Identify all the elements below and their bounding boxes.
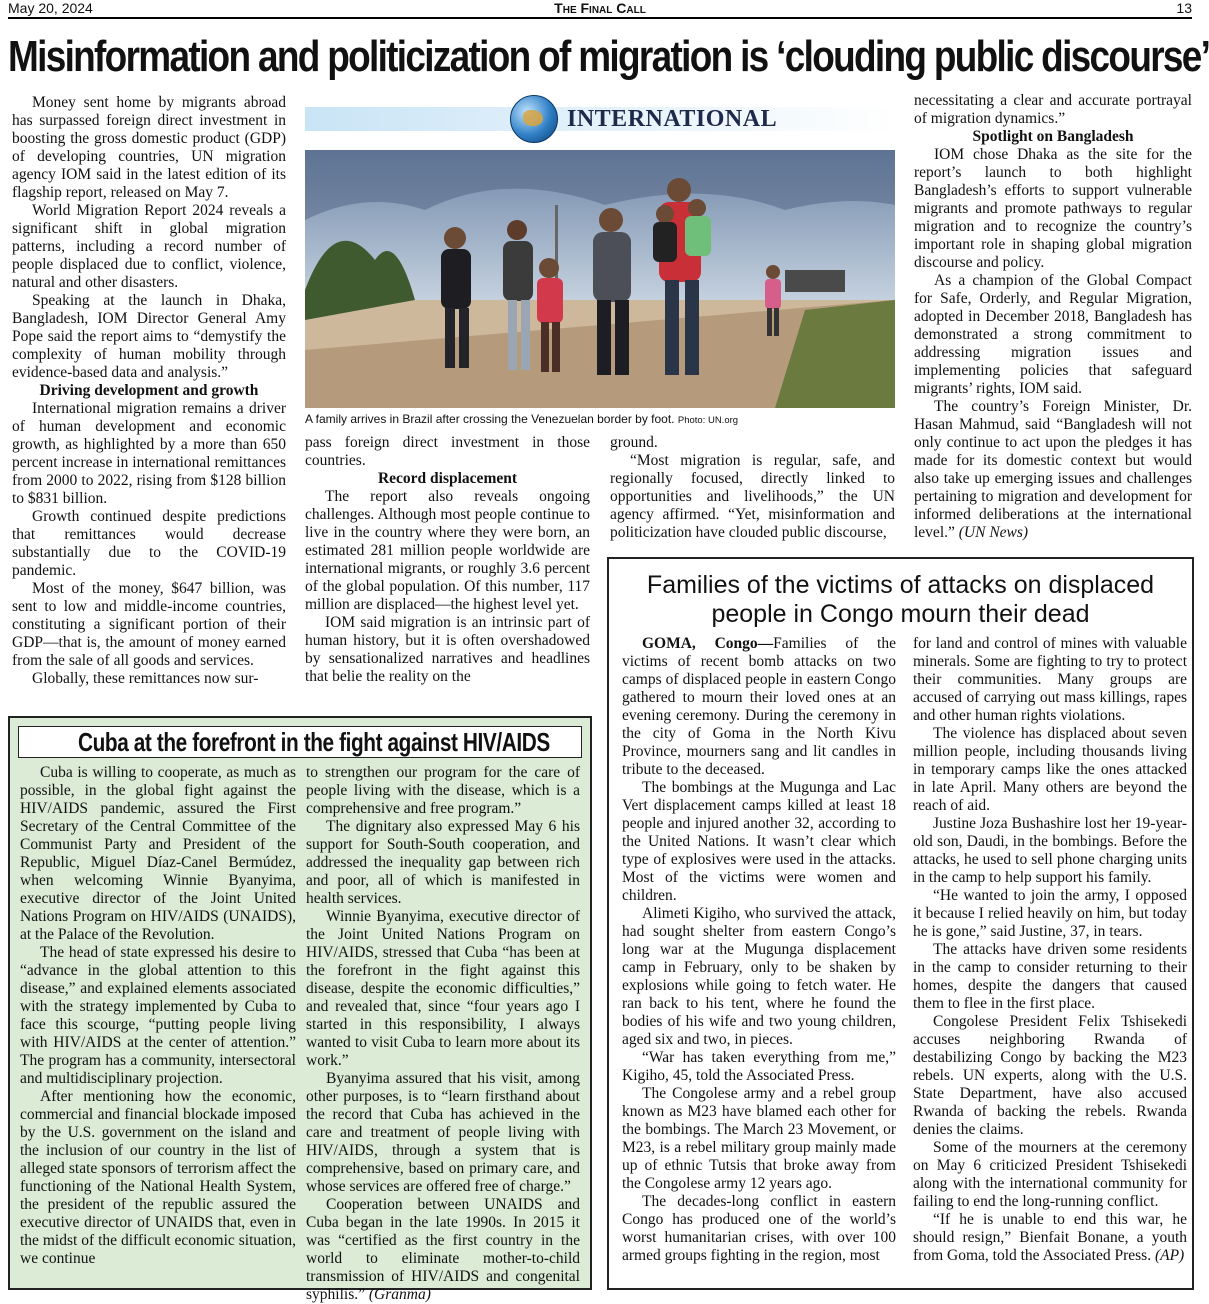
- congo-headline: Families of the victims of attacks on displaced people in Congo mourn their dead: [646, 571, 1155, 628]
- paragraph: Congolese President Felix Tshisekedi accuses neighboring Rwanda of destabilizing Congo by backing the M23 rebels. UN experts, along with the U.S. State Department, have also accused Rwanda of backing the rebels. Rwanda denies the claims.: [913, 1013, 1187, 1138]
- paragraph: pass foreign direct investment in those countries.: [305, 434, 590, 469]
- congo-column-2: [913, 635, 1187, 1287]
- section-banner: [305, 95, 895, 143]
- source-credit: (AP): [1154, 1247, 1185, 1264]
- paragraph: ground.: [610, 434, 658, 451]
- paragraph-text: Cooperation between UNAIDS and Cuba began in the late 1990s. In 2015 it was “certified as the first country in the world to eliminate mother-to-child transmission of HIV/AIDS and congenital syphilis.”: [306, 1196, 580, 1303]
- paragraph-text: “If he is unable to end this war, he should resign,” Bienfait Bonane, a youth from Goma, told the Associated Press.: [913, 1211, 1187, 1264]
- paragraph-text: Families of the victims of recent bomb attacks on two camps of displaced people in eastern Congo gathered to mourn their loved ones at an evening ceremony. During the ceremony in the city of Goma in the North Kivu Province, mourners sang and lit candles in tribute to the deceased.: [622, 635, 896, 778]
- page-header: [8, 0, 1192, 16]
- paragraph: IOM said migration is an intrinsic part of human history, but it is often overshadowed by sensationalized narratives and headlines that belie the reality on the: [305, 614, 590, 685]
- paragraph: for land and control of mines with valuable minerals. Some are fighting to try to protect their communities. Many groups are accused of carrying out mass killings, rapes and other human rights violations.: [913, 635, 1187, 724]
- paragraph: Justine Joza Bushashire lost her 19-year-old son, Daudi, in the bombings. Before the attacks, he used to sell phone charging units in the camp to help support his family.: [913, 815, 1187, 886]
- subhead: Driving development and growth: [39, 382, 259, 399]
- cuba-headline: [18, 726, 582, 758]
- congo-story-box: [607, 557, 1194, 1290]
- photo-illustration: [305, 150, 895, 408]
- photo-caption: [305, 411, 895, 427]
- paragraph: “Most migration is regular, safe, and regionally focused, directly linked to opportunities and livelihoods,” the UN agency affirmed. “Yet, misinformation and politicization have clouded public discourse,: [610, 452, 895, 541]
- paragraph: [306, 1196, 580, 1304]
- paragraph: Some of the mourners at the ceremony on May 6 criticized President Tshisekedi along with the international community for failing to end the long-running conflict.: [913, 1139, 1187, 1210]
- paragraph: “He wanted to join the army, I opposed it because I relied heavily on him, but today he is gone,” said Justine, 37, in tears.: [913, 887, 1187, 940]
- paragraph: Globally, these remittances now sur-: [32, 670, 259, 687]
- newspaper-name: The Final Call: [554, 0, 646, 16]
- source-credit: (Granma): [368, 1286, 431, 1303]
- subhead: Spotlight on Bangladesh: [972, 128, 1134, 145]
- paragraph: The attacks have driven some residents in the camp to consider returning to their homes, despite the dangers that caused them to flee in the first place.: [913, 941, 1187, 1012]
- main-story-column-2: [305, 434, 590, 706]
- paragraph: The head of state expressed his desire to “advance in the global attention to this disease,” and explained elements associated with the strategy implemented by Cuba to face this scourge, “putting people living with HIV/AIDS at the center of attention.” The program has a community, intersectoral and multidisciplinary projection.: [20, 944, 296, 1087]
- main-story-column-1: [12, 94, 286, 706]
- paragraph: Most of the money, $647 billion, was sent to low and middle-income countries, constituting a significant portion of their GDP—that is, the amount of money earned from the sale of all goods and services.: [12, 580, 286, 669]
- paragraph: International migration remains a driver of human development and economic growth, as highlighted by a more than 650 percent increase in international remittances from 2000 to 2022, rising from $128 billion to $831 billion.: [12, 400, 286, 507]
- section-label: INTERNATIONAL: [567, 106, 778, 132]
- paragraph: The Congolese army and a rebel group known as M23 have blamed each other for the bombings. The March 23 Movement, or M23, is a rebel military group mainly made up of ethnic Tutsis that broke away from the Congolese army 12 years ago.: [622, 1085, 896, 1192]
- paragraph: [622, 635, 896, 779]
- photo-credit: Photo: UN.org: [677, 415, 739, 426]
- paragraph: The decades-long conflict in eastern Congo has produced one of the world’s worst humanitarian crises, with over 100 armed groups fighting in the region, most: [622, 1193, 896, 1264]
- main-story-column-3: [610, 434, 895, 544]
- paragraph: [914, 398, 1192, 542]
- page-number: 13: [1176, 0, 1192, 16]
- paragraph: As a champion of the Global Compact for Safe, Orderly, and Regular Migration, adopted in December 2018, Bangladesh has demonstrated a strong commitment to addressing migration issues and implementing policies that safeguard migrants’ rights, IOM said.: [914, 272, 1192, 397]
- issue-date: May 20, 2024: [8, 0, 93, 16]
- paragraph: World Migration Report 2024 reveals a significant shift in global migration patterns, including a record number of people displaced due to conflict, violence, natural and other disasters.: [12, 202, 286, 291]
- paragraph: Money sent home by migrants abroad has surpassed foreign direct investment in boosting the gross domestic product (GDP) of developing countries, UN migration agency IOM said in the latest edition of its flagship report, released on May 7.: [12, 94, 286, 201]
- cuba-story-box: [8, 716, 592, 1303]
- cuba-column-1: [20, 764, 296, 1286]
- dateline: GOMA, Congo—: [642, 635, 774, 652]
- globe-icon: [510, 95, 558, 143]
- paragraph: The report also reveals ongoing challenges. Although most people continue to live in the country where they were born, an estimated 281 million people worldwide are international migrants, or roughly 3.6 percent of the global population. Of this number, 117 million are displaced—the highest level yet.: [305, 488, 590, 613]
- paragraph: The dignitary also expressed May 6 his support for South-South cooperation, and addressed the inequality gap between rich and poor, all of which is manifested in health services.: [306, 818, 580, 907]
- paragraph: Byanyima assured that his visit, among other purposes, is to “learn firsthand about the record that Cuba has achieved in the care and treatment of people living with HIV/AIDS, through a system that is comprehensive, based on primary care, and whose services are offered free of charge.”: [306, 1070, 580, 1195]
- paragraph: Cuba is willing to cooperate, as much as possible, in the global fight against the HIV/AIDS pandemic, assured the First Secretary of the Central Committee of the Communist Party and President of the Republic, Miguel Díaz-Canel Bermúdez, when welcoming Winnie Byanyima, executive director of the Joint United Nations Program on HIV/AIDS (UNAIDS), at the Palace of the Revolution.: [20, 764, 296, 943]
- cuba-headline-text: Cuba at the forefront in the fight against HIV/AIDS: [77, 727, 550, 757]
- paragraph: IOM chose Dhaka as the site for the report’s launch to both highlight Bangladesh’s efforts to support vulnerable migrants and promote pathways to regular migration and to recognize the country’s important role in shaping global migration discourse and policy.: [914, 146, 1192, 271]
- paragraph-text: The country’s Foreign Minister, Dr. Hasan Mahmud, said “Bangladesh will not only continue to act upon the pledges it has made for its domestic context but would also take up emerging issues and challenges pertaining to migration and development for informed deliberations at the international level.”: [914, 398, 1192, 541]
- main-story-column-4: [914, 92, 1192, 544]
- cuba-column-2: [306, 764, 580, 1303]
- paragraph: Alimeti Kigiho, who survived the attack, had sought shelter from eastern Congo’s long war at the Mugunga displacement camp in February, only to be shaken by explosions while going to fetch water. He ran back to his tent, where he found the bodies of his wife and two young children, aged six and two, in pieces.: [622, 905, 896, 1048]
- paragraph: to strengthen our program for the care of people living with the disease, which is a comprehensive and free program.”: [306, 764, 580, 817]
- paragraph: “War has taken everything from me,” Kigiho, 45, told the Associated Press.: [622, 1049, 896, 1084]
- news-photo: [305, 150, 895, 408]
- main-headline: Misinformation and politicization of migration is ‘clouding public discourse’: [8, 32, 1209, 81]
- paragraph: Growth continued despite predictions that remittances would decrease substantially due to the COVID-19 pandemic.: [12, 508, 286, 579]
- paragraph: The bombings at the Mugunga and Lac Vert displacement camps killed at least 18 people and injured another 32, according to the United Nations. It wasn’t clear which type of explosives were used in the attacks. Most of the victims were women and children.: [622, 779, 896, 904]
- caption-text: A family arrives in Brazil after crossing the Venezuelan border by foot.: [305, 412, 675, 426]
- paragraph: necessitating a clear and accurate portrayal of migration dynamics.”: [914, 92, 1192, 127]
- paragraph: After mentioning how the economic, commercial and financial blockade imposed by the U.S. government on the island and the inclusion of our country in the list of alleged state sponsors of terrorism affect the functioning of the National Health System, the president of the republic assured the executive director of UNAIDS that, even in the midst of the difficult economic situation, we continue: [20, 1088, 296, 1267]
- source-credit: (UN News): [958, 524, 1029, 541]
- paragraph: The violence has displaced about seven million people, including thousands living in temporary camps like the ones attacked in late April. Many others are beyond the reach of aid.: [913, 725, 1187, 814]
- header-rule: [8, 17, 1192, 19]
- paragraph: Winnie Byanyima, executive director of the Joint United Nations Program on HIV/AIDS, stressed that Cuba “has been at the forefront in the fight against this disease, despite the economic difficulties,” and revealed that, since “four years ago I started in this responsibility, I always wanted to visit Cuba to learn more about its work.”: [306, 908, 580, 1069]
- congo-column-1: [622, 635, 896, 1287]
- paragraph: [913, 1211, 1187, 1265]
- paragraph: Speaking at the launch in Dhaka, Bangladesh, IOM Director General Amy Pope said the report aims to “demystify the complexity of human mobility through evidence-based data and analysis.”: [12, 292, 286, 381]
- subhead: Record displacement: [377, 470, 518, 487]
